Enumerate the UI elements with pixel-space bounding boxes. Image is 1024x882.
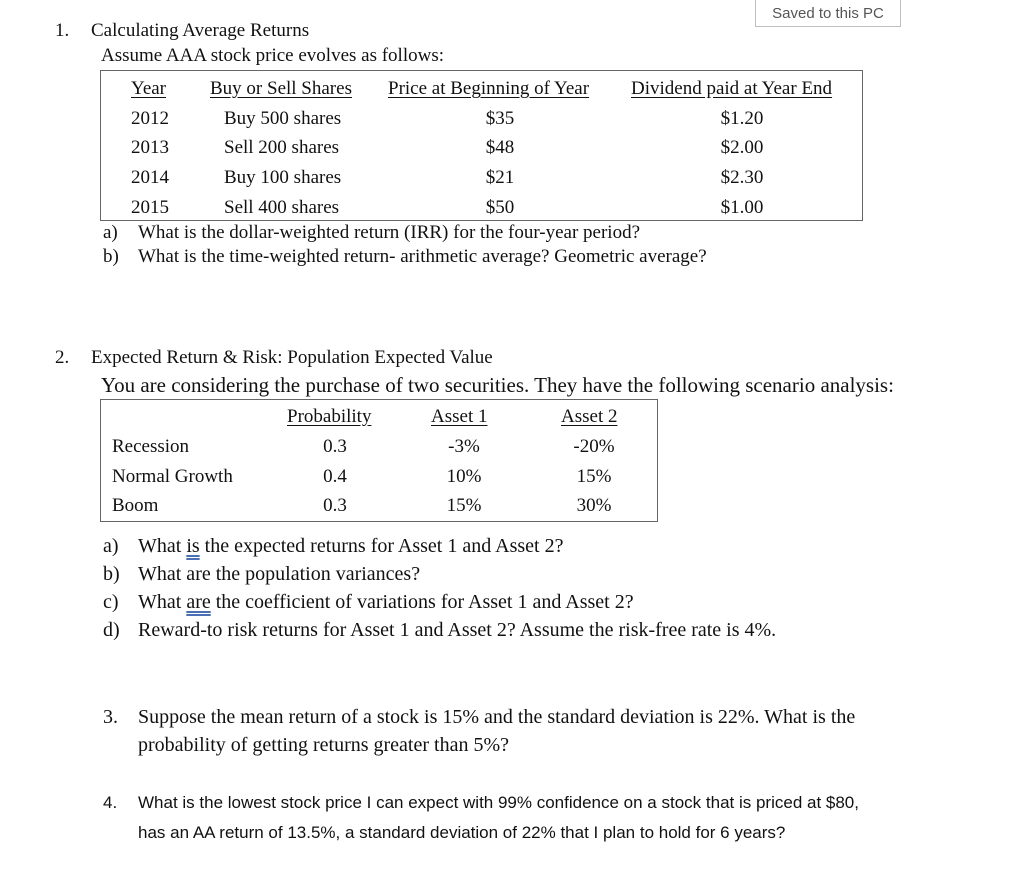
q2-title: Expected Return & Risk: Population Expected Value xyxy=(91,347,493,368)
q1-row2-price: $48 xyxy=(485,137,515,158)
q1-row2-action: Sell 200 shares xyxy=(224,137,340,158)
q4-line1: What is the lowest stock price I can expect with 99% confidence on a stock that is priced at $80, xyxy=(138,793,859,812)
q2-row2-probability: 0.4 xyxy=(323,466,347,487)
q2-row2-asset2: 15% xyxy=(576,466,612,487)
q2-row3-scenario: Boom xyxy=(112,495,159,516)
q3-line1: Suppose the mean return of a stock is 15% and the standard deviation is 22%. What is the xyxy=(138,706,856,728)
q1-part-b-label: b) xyxy=(103,246,119,267)
q1-header-buy-sell: Buy or Sell Shares xyxy=(210,78,352,99)
q2-part-c-pre: What xyxy=(138,591,187,613)
q2-part-a-pre: What xyxy=(138,535,187,557)
q2-row3-asset2: 30% xyxy=(576,495,612,516)
q2-number: 2. xyxy=(55,347,70,368)
q2-part-b-label: b) xyxy=(103,563,120,585)
q2-part-c-label: c) xyxy=(103,591,119,613)
q1-row4-dividend: $1.00 xyxy=(720,197,764,218)
q1-row1-dividend: $1.20 xyxy=(720,108,764,129)
q3-line2: probability of getting returns greater than 5%? xyxy=(138,734,509,756)
q1-intro: Assume AAA stock price evolves as follows: xyxy=(101,45,445,66)
q1-row4-year: 2015 xyxy=(131,197,169,218)
q2-row1-scenario: Recession xyxy=(112,436,190,457)
q2-header-probability: Probability xyxy=(287,406,372,427)
q1-row1-price: $35 xyxy=(485,108,515,129)
q2-part-a-label: a) xyxy=(103,535,119,557)
q4-line2: has an AA return of 13.5%, a standard deviation of 22% that I plan to hold for 6 years? xyxy=(138,823,786,842)
q1-row3-dividend: $2.30 xyxy=(720,167,764,188)
q1-part-a-text: What is the dollar-weighted return (IRR) for the four-year period? xyxy=(138,222,641,243)
q3-number: 3. xyxy=(103,706,118,728)
q2-part-d-text: Reward-to risk returns for Asset 1 and Asset 2? Assume the risk-free rate is 4%. xyxy=(138,619,777,641)
saved-status-badge: Saved to this PC xyxy=(755,0,901,27)
q2-header-asset1: Asset 1 xyxy=(431,406,488,427)
q2-row1-asset2: -20% xyxy=(573,436,615,457)
q1-number: 1. xyxy=(55,20,70,41)
q1-row1-year: 2012 xyxy=(131,108,169,129)
q1-title: Calculating Average Returns xyxy=(91,20,310,41)
q2-row2-scenario: Normal Growth xyxy=(112,466,233,487)
q2-part-b-text: What are the population variances? xyxy=(138,563,421,585)
q2-row3-probability: 0.3 xyxy=(323,495,347,516)
q2-row2-asset1: 10% xyxy=(446,466,482,487)
q2-part-c-post: the coefficient of variations for Asset 1 and Asset 2? xyxy=(210,591,634,613)
q2-row1-asset1: -3% xyxy=(448,436,480,457)
q1-row3-action: Buy 100 shares xyxy=(224,167,342,188)
q1-row2-dividend: $2.00 xyxy=(720,137,764,158)
q1-row3-price: $21 xyxy=(485,167,515,188)
q2-part-d-label: d) xyxy=(103,619,120,641)
q2-intro: You are considering the purchase of two securities. They have the following scenario analysis: xyxy=(101,373,894,397)
q1-row4-price: $50 xyxy=(485,197,515,218)
q2-part-a-flagged-word[interactable]: is xyxy=(186,535,200,557)
q2-row1-probability: 0.3 xyxy=(323,436,347,457)
q1-part-b-text: What is the time-weighted return- arithmetic average? Geometric average? xyxy=(138,246,707,267)
q2-header-asset2: Asset 2 xyxy=(561,406,618,427)
q4-number: 4. xyxy=(103,793,118,812)
q2-part-c-text xyxy=(138,591,634,614)
q2-part-a-post: the expected returns for Asset 1 and Asset 2? xyxy=(199,535,564,557)
q1-header-price: Price at Beginning of Year xyxy=(388,78,590,99)
q2-part-c-flagged-word[interactable]: are xyxy=(186,591,211,613)
q1-row4-action: Sell 400 shares xyxy=(224,197,340,218)
q2-row3-asset1: 15% xyxy=(446,495,482,516)
q1-header-dividend: Dividend paid at Year End xyxy=(631,78,833,99)
q2-part-a-text xyxy=(138,535,563,558)
q1-part-a-label: a) xyxy=(103,222,118,243)
q1-row2-year: 2013 xyxy=(131,137,169,158)
q1-row3-year: 2014 xyxy=(131,167,169,188)
q1-row1-action: Buy 500 shares xyxy=(224,108,342,129)
q1-header-year: Year xyxy=(131,78,167,99)
